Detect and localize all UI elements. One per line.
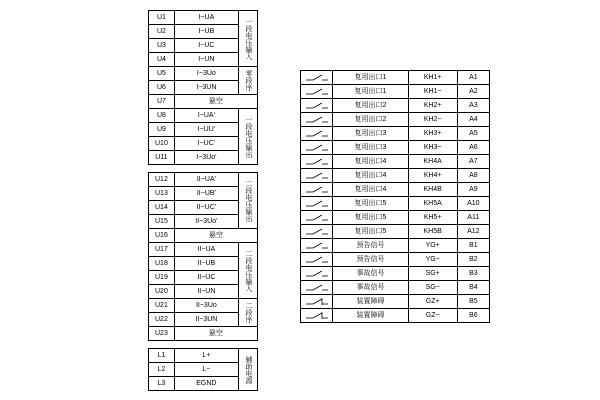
relay-terminal-code: KH4B xyxy=(408,183,457,197)
relay-function-label: 事故信号 xyxy=(333,281,408,295)
relay-pin-number: A1 xyxy=(457,71,489,85)
terminal-signal-name: I−UC xyxy=(174,39,238,53)
terminal-group-label: 零段序 xyxy=(238,67,257,95)
terminal-number: L3 xyxy=(149,377,175,391)
terminal-signal-name: II−3UN xyxy=(174,313,238,327)
terminal-signal-name: I−UB xyxy=(174,25,238,39)
relay-contact-icon xyxy=(301,71,333,85)
table-row xyxy=(301,141,490,155)
terminal-number: U20 xyxy=(149,285,175,299)
relay-pin-number: A2 xyxy=(457,85,489,99)
terminal-number: U2 xyxy=(149,25,175,39)
relay-contact-icon xyxy=(301,155,333,169)
terminal-number: U5 xyxy=(149,67,175,81)
table-row xyxy=(149,173,258,187)
relay-function-label: 预告信号 xyxy=(333,253,408,267)
terminal-signal-name: I−UN xyxy=(174,53,238,67)
terminal-number: U8 xyxy=(149,109,175,123)
relay-function-label: 复用出口4 xyxy=(333,183,408,197)
relay-contact-icon xyxy=(301,169,333,183)
terminal-signal-name: EGND xyxy=(174,377,238,391)
relay-function-label: 复用出口1 xyxy=(333,85,408,99)
relay-pin-number: A7 xyxy=(457,155,489,169)
terminal-number: L1 xyxy=(149,349,175,363)
relay-pin-number: A11 xyxy=(457,211,489,225)
relay-pin-number: A5 xyxy=(457,127,489,141)
relay-terminal-code: KH5B xyxy=(408,225,457,239)
terminal-number: U14 xyxy=(149,201,175,215)
terminal-group-2 xyxy=(148,172,258,341)
table-row xyxy=(301,99,490,113)
relay-pin-number: A6 xyxy=(457,141,489,155)
relay-contact-icon xyxy=(301,295,333,309)
terminal-number: U13 xyxy=(149,187,175,201)
table-row xyxy=(301,211,490,225)
terminal-number: U15 xyxy=(149,215,175,229)
relay-pin-number: A9 xyxy=(457,183,489,197)
terminal-signal-name: I−UC′ xyxy=(174,137,238,151)
relay-function-label: 装置障碍 xyxy=(333,295,408,309)
relay-terminal-code: KH3− xyxy=(408,141,457,155)
table-row xyxy=(301,253,490,267)
relay-terminal-code: YG+ xyxy=(408,239,457,253)
relay-contact-icon xyxy=(301,113,333,127)
relay-terminal-code: SG+ xyxy=(408,267,457,281)
terminal-signal-name: I−3Uo xyxy=(174,67,238,81)
relay-terminal-code: KH5+ xyxy=(408,211,457,225)
table-row xyxy=(149,109,258,123)
terminal-signal-name: II−UB xyxy=(174,257,238,271)
terminal-signal-name: I−UA′ xyxy=(174,109,238,123)
terminal-signal-name: II−UN xyxy=(174,285,238,299)
table-row xyxy=(301,197,490,211)
terminal-signal-name: II−UB′ xyxy=(174,187,238,201)
relay-function-label: 预告信号 xyxy=(333,239,408,253)
relay-function-label: 事故信号 xyxy=(333,267,408,281)
relay-pin-number: B5 xyxy=(457,295,489,309)
relay-terminal-code: KH5A xyxy=(408,197,457,211)
table-row xyxy=(149,299,258,313)
terminal-group-label: 一段电压输入 xyxy=(238,11,257,67)
terminal-signal-name: II−UC′ xyxy=(174,201,238,215)
relay-contact-icon xyxy=(301,253,333,267)
terminal-number: U4 xyxy=(149,53,175,67)
relay-pin-number: A12 xyxy=(457,225,489,239)
table-row xyxy=(149,95,258,109)
relay-contact-icon xyxy=(301,127,333,141)
terminal-number: U11 xyxy=(149,151,175,165)
relay-function-label: 复用出口3 xyxy=(333,127,408,141)
relay-contact-icon xyxy=(301,225,333,239)
relay-terminal-code: KH2− xyxy=(408,113,457,127)
terminal-number: U12 xyxy=(149,173,175,187)
terminal-number: U23 xyxy=(149,327,175,341)
terminal-group-label: 二段序 xyxy=(238,299,257,327)
terminal-signal-name: II−3Uo xyxy=(174,299,238,313)
table-row xyxy=(301,169,490,183)
table-row xyxy=(301,71,490,85)
relay-function-label: 复用出口1 xyxy=(333,71,408,85)
relay-contact-icon xyxy=(301,99,333,113)
relay-terminal-code: KH4+ xyxy=(408,169,457,183)
relay-function-label: 复用出口4 xyxy=(333,155,408,169)
terminal-number: L2 xyxy=(149,363,175,377)
terminal-number: U6 xyxy=(149,81,175,95)
relay-pin-number: A10 xyxy=(457,197,489,211)
terminal-signal-name: I−3Uo′ xyxy=(174,151,238,165)
relay-pin-number: B6 xyxy=(457,309,489,323)
relay-contact-icon xyxy=(301,267,333,281)
terminal-number: U17 xyxy=(149,243,175,257)
terminal-group-label: 二段电压输入 xyxy=(238,243,257,299)
table-row xyxy=(149,349,258,363)
relay-contact-icon xyxy=(301,85,333,99)
relay-terminal-code: GZ− xyxy=(408,309,457,323)
terminal-signal-name: L+ xyxy=(174,349,238,363)
table-row xyxy=(301,85,490,99)
terminal-group-1 xyxy=(148,10,258,165)
table-row xyxy=(301,309,490,323)
terminal-signal-name: I−3UN xyxy=(174,81,238,95)
terminal-number: U9 xyxy=(149,123,175,137)
relay-terminal-code: KH2+ xyxy=(408,99,457,113)
table-row xyxy=(149,243,258,257)
right-relay-column xyxy=(300,70,490,323)
relay-terminal-code: YG− xyxy=(408,253,457,267)
relay-pin-number: B4 xyxy=(457,281,489,295)
table-row xyxy=(301,267,490,281)
terminal-signal-name: I−UA xyxy=(174,11,238,25)
terminal-group-label: 一段电压输出 xyxy=(238,109,257,165)
relay-function-label: 复用出口5 xyxy=(333,197,408,211)
relay-terminal-code: KH1+ xyxy=(408,71,457,85)
terminal-number: U19 xyxy=(149,271,175,285)
relay-terminal-code: KH4A xyxy=(408,155,457,169)
table-row xyxy=(301,183,490,197)
relay-contact-icon xyxy=(301,239,333,253)
relay-terminal-code: KH3+ xyxy=(408,127,457,141)
relay-pin-number: A3 xyxy=(457,99,489,113)
relay-function-label: 装置障碍 xyxy=(333,309,408,323)
table-row xyxy=(301,295,490,309)
terminal-number: U18 xyxy=(149,257,175,271)
relay-contact-icon xyxy=(301,211,333,225)
relay-function-label: 复用出口4 xyxy=(333,169,408,183)
table-row xyxy=(301,155,490,169)
relay-pin-number: A4 xyxy=(457,113,489,127)
terminal-signal-name: L− xyxy=(174,363,238,377)
relay-pin-number: B2 xyxy=(457,253,489,267)
terminal-signal-name: II−UA xyxy=(174,243,238,257)
terminal-signal-name: II−3Uo′ xyxy=(174,215,238,229)
terminal-number: U21 xyxy=(149,299,175,313)
terminal-signal-name: II−UC xyxy=(174,271,238,285)
table-row xyxy=(149,67,258,81)
group-spacer xyxy=(148,341,258,348)
relay-contact-icon xyxy=(301,281,333,295)
terminal-signal-name: II−UA′ xyxy=(174,173,238,187)
terminal-signal-name: I−UU′ xyxy=(174,123,238,137)
relay-contact-icon xyxy=(301,309,333,323)
relay-pin-number: A8 xyxy=(457,169,489,183)
table-row xyxy=(301,239,490,253)
relay-function-label: 复用出口3 xyxy=(333,141,408,155)
relay-pin-number: B1 xyxy=(457,239,489,253)
relay-function-label: 复用出口2 xyxy=(333,99,408,113)
relay-terminal-code: GZ+ xyxy=(408,295,457,309)
terminal-number: U3 xyxy=(149,39,175,53)
terminal-number: U10 xyxy=(149,137,175,151)
table-row xyxy=(149,327,258,341)
terminal-number: U16 xyxy=(149,229,175,243)
group-spacer xyxy=(148,165,258,172)
table-row xyxy=(149,11,258,25)
terminal-group-label: 二段电压输出 xyxy=(238,173,257,229)
relay-terminal-code: SG− xyxy=(408,281,457,295)
terminal-number: U7 xyxy=(149,95,175,109)
relay-function-label: 复用出口2 xyxy=(333,113,408,127)
left-terminal-column xyxy=(148,10,258,391)
table-row xyxy=(301,127,490,141)
relay-contact-icon xyxy=(301,141,333,155)
relay-contact-icon xyxy=(301,183,333,197)
relay-terminal-code: KH1− xyxy=(408,85,457,99)
terminal-spare-label: 悬空 xyxy=(174,327,257,341)
terminal-number: U1 xyxy=(149,11,175,25)
table-row xyxy=(149,229,258,243)
terminal-group-3 xyxy=(148,348,258,391)
table-row xyxy=(301,281,490,295)
table-row xyxy=(301,225,490,239)
relay-function-label: 复用出口5 xyxy=(333,211,408,225)
terminal-group-label: 辅助电源 xyxy=(238,349,257,391)
terminal-number: U22 xyxy=(149,313,175,327)
relay-contact-icon xyxy=(301,197,333,211)
table-row xyxy=(301,113,490,127)
relay-output-table xyxy=(300,70,490,323)
relay-pin-number: B3 xyxy=(457,267,489,281)
terminal-spare-label: 悬空 xyxy=(174,95,257,109)
relay-function-label: 复用出口5 xyxy=(333,225,408,239)
terminal-spare-label: 悬空 xyxy=(174,229,257,243)
